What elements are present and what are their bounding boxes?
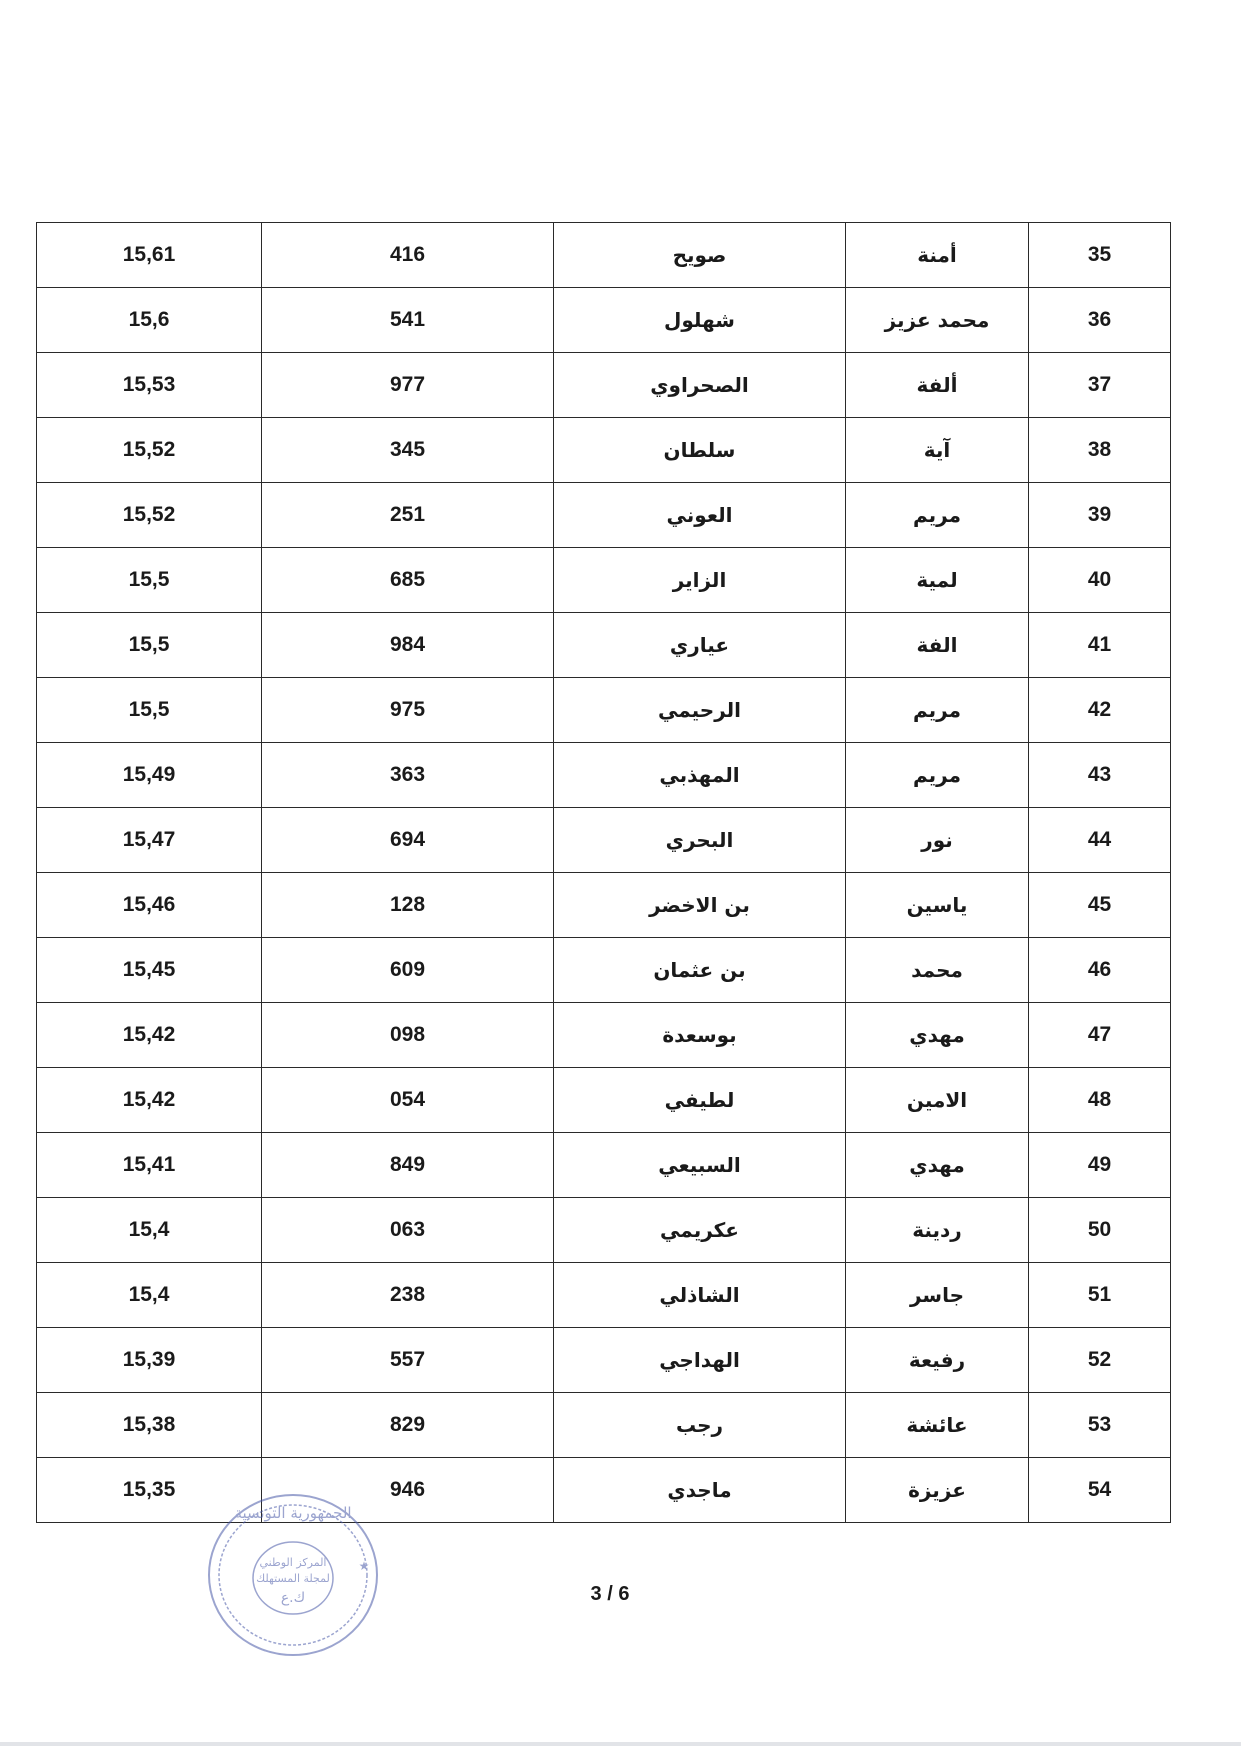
score-cell: 15,45 (37, 938, 262, 1003)
table-row (37, 613, 1171, 678)
last-name-cell: سلطان (554, 418, 846, 483)
last-name-cell: ماجدي (554, 1458, 846, 1523)
row-number-cell: 36 (1029, 288, 1171, 353)
first-name-cell: ردينة (846, 1198, 1029, 1263)
row-number-cell: 54 (1029, 1458, 1171, 1523)
code-cell: 977 (262, 353, 554, 418)
first-name-cell: لمية (846, 548, 1029, 613)
code-cell: 849 (262, 1133, 554, 1198)
last-name-cell: العوني (554, 483, 846, 548)
table-row (37, 1133, 1171, 1198)
score-cell: 15,35 (37, 1458, 262, 1523)
table-row (37, 353, 1171, 418)
table-row (37, 288, 1171, 353)
table-row (37, 743, 1171, 808)
last-name-cell: الشاذلي (554, 1263, 846, 1328)
row-number-cell: 53 (1029, 1393, 1171, 1458)
row-number-cell: 37 (1029, 353, 1171, 418)
row-number-cell: 49 (1029, 1133, 1171, 1198)
row-number-cell: 40 (1029, 548, 1171, 613)
first-name-cell: جاسر (846, 1263, 1029, 1328)
first-name-cell: مهدي (846, 1003, 1029, 1068)
first-name-cell: أمنة (846, 223, 1029, 288)
table-row (37, 873, 1171, 938)
code-cell: 251 (262, 483, 554, 548)
svg-text:ك.ع: ك.ع (280, 1590, 306, 1606)
code-cell: 975 (262, 678, 554, 743)
first-name-cell: نور (846, 808, 1029, 873)
svg-text:لمجلة المستهلك: لمجلة المستهلك (256, 1572, 330, 1585)
score-cell: 15,61 (37, 223, 262, 288)
last-name-cell: بن عثمان (554, 938, 846, 1003)
score-cell: 15,52 (37, 418, 262, 483)
first-name-cell: رفيعة (846, 1328, 1029, 1393)
code-cell: 984 (262, 613, 554, 678)
score-cell: 15,5 (37, 678, 262, 743)
table-row (37, 223, 1171, 288)
code-cell: 694 (262, 808, 554, 873)
last-name-cell: المهذبي (554, 743, 846, 808)
last-name-cell: الزاير (554, 548, 846, 613)
row-number-cell: 44 (1029, 808, 1171, 873)
code-cell: 557 (262, 1328, 554, 1393)
row-number-cell: 35 (1029, 223, 1171, 288)
table-row (37, 938, 1171, 1003)
table-row (37, 483, 1171, 548)
first-name-cell: محمد (846, 938, 1029, 1003)
first-name-cell: محمد عزيز (846, 288, 1029, 353)
last-name-cell: عياري (554, 613, 846, 678)
row-number-cell: 52 (1029, 1328, 1171, 1393)
score-cell: 15,39 (37, 1328, 262, 1393)
row-number-cell: 50 (1029, 1198, 1171, 1263)
last-name-cell: صويح (554, 223, 846, 288)
svg-text:★: ★ (358, 1559, 370, 1573)
last-name-cell: الهداجي (554, 1328, 846, 1393)
score-cell: 15,42 (37, 1003, 262, 1068)
score-cell: 15,38 (37, 1393, 262, 1458)
svg-text:الجمهورية التونسية: الجمهورية التونسية (234, 1504, 352, 1522)
code-cell: 063 (262, 1198, 554, 1263)
score-cell: 15,5 (37, 613, 262, 678)
table-row (37, 1068, 1171, 1133)
score-cell: 15,46 (37, 873, 262, 938)
score-cell: 15,47 (37, 808, 262, 873)
row-number-cell: 39 (1029, 483, 1171, 548)
last-name-cell: بوسعدة (554, 1003, 846, 1068)
code-cell: 128 (262, 873, 554, 938)
page-number: 3 / 6 (590, 1583, 630, 1605)
first-name-cell: الفة (846, 613, 1029, 678)
first-name-cell: مريم (846, 483, 1029, 548)
code-cell: 238 (262, 1263, 554, 1328)
table-row (37, 1003, 1171, 1068)
last-name-cell: عكريمي (554, 1198, 846, 1263)
results-table-body (37, 223, 1171, 1523)
table-row (37, 808, 1171, 873)
first-name-cell: الامين (846, 1068, 1029, 1133)
code-cell: 363 (262, 743, 554, 808)
first-name-cell: ألفة (846, 353, 1029, 418)
code-cell: 829 (262, 1393, 554, 1458)
score-cell: 15,42 (37, 1068, 262, 1133)
last-name-cell: لطيفي (554, 1068, 846, 1133)
svg-text:المركز الوطني: المركز الوطني (259, 1556, 327, 1569)
last-name-cell: بن الاخضر (554, 873, 846, 938)
code-cell: 685 (262, 548, 554, 613)
first-name-cell: آية (846, 418, 1029, 483)
row-number-cell: 47 (1029, 1003, 1171, 1068)
score-cell: 15,4 (37, 1198, 262, 1263)
table-row (37, 418, 1171, 483)
scan-edge-line (0, 1742, 1241, 1746)
code-cell: 416 (262, 223, 554, 288)
first-name-cell: ياسين (846, 873, 1029, 938)
last-name-cell: البحري (554, 808, 846, 873)
code-cell: 541 (262, 288, 554, 353)
code-cell: 609 (262, 938, 554, 1003)
code-cell: 098 (262, 1003, 554, 1068)
score-cell: 15,52 (37, 483, 262, 548)
first-name-cell: عزيزة (846, 1458, 1029, 1523)
last-name-cell: شهلول (554, 288, 846, 353)
last-name-cell: الصحراوي (554, 353, 846, 418)
table-row (37, 548, 1171, 613)
code-cell: 345 (262, 418, 554, 483)
first-name-cell: مريم (846, 678, 1029, 743)
row-number-cell: 45 (1029, 873, 1171, 938)
row-number-cell: 43 (1029, 743, 1171, 808)
code-cell: 054 (262, 1068, 554, 1133)
table-row (37, 1393, 1171, 1458)
table-row (37, 1198, 1171, 1263)
last-name-cell: السبيعي (554, 1133, 846, 1198)
row-number-cell: 42 (1029, 678, 1171, 743)
first-name-cell: مريم (846, 743, 1029, 808)
last-name-cell: الرحيمي (554, 678, 846, 743)
results-table (36, 222, 1171, 1523)
last-name-cell: رجب (554, 1393, 846, 1458)
code-cell: 946 (262, 1458, 554, 1523)
score-cell: 15,4 (37, 1263, 262, 1328)
row-number-cell: 38 (1029, 418, 1171, 483)
official-seal-stamp (204, 1490, 382, 1660)
score-cell: 15,41 (37, 1133, 262, 1198)
score-cell: 15,49 (37, 743, 262, 808)
first-name-cell: عائشة (846, 1393, 1029, 1458)
table-row (37, 1328, 1171, 1393)
row-number-cell: 48 (1029, 1068, 1171, 1133)
score-cell: 15,5 (37, 548, 262, 613)
row-number-cell: 41 (1029, 613, 1171, 678)
table-row (37, 678, 1171, 743)
first-name-cell: مهدي (846, 1133, 1029, 1198)
score-cell: 15,6 (37, 288, 262, 353)
score-cell: 15,53 (37, 353, 262, 418)
table-row (37, 1263, 1171, 1328)
row-number-cell: 51 (1029, 1263, 1171, 1328)
row-number-cell: 46 (1029, 938, 1171, 1003)
